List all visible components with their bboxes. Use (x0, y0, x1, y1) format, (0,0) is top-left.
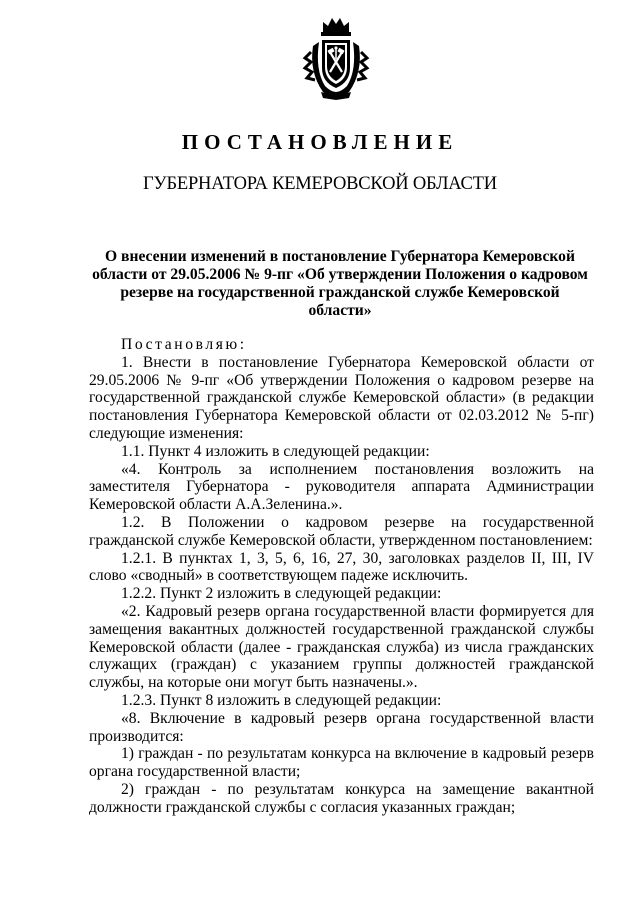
paragraph: 1.2.1. В пунктах 1, 3, 5, 6, 16, 27, 30, заголовках разделов II, III, IV слово «сводный» в соответствующем падеже исключить. (89, 549, 594, 585)
document-body (89, 336, 594, 817)
paragraph: 2) граждан - по результатам конкурса на замещение вакантной должности гражданской службы с согласия указанных граждан; (89, 780, 594, 816)
paragraph: 1.2.3. Пункт 8 изложить в следующей редакции: (121, 691, 442, 709)
paragraph: «2. Кадровый резерв органа государственной власти формируется для замещения вакантных должностей государственной гражданской службы Кемеровской области (далее - гражданская служба) из числа гражданских служащих (граждан) с указанием группы должностей гражданской службы, на которые они могут быть назначены.». (89, 602, 594, 692)
paragraph: «8. Включение в кадровый резерв органа государственной власти производится: (89, 709, 594, 745)
paragraph: «4. Контроль за исполнением постановления возложить на заместителя Губернатора - руководителя аппарата Администрации Кемеровской области А.А.Зеленина.». (89, 460, 594, 514)
preamble: Постановляю: (121, 336, 247, 353)
paragraph: 1) граждан - по результатам конкурса на включение в кадровый резерв органа государственной власти; (89, 745, 594, 781)
coat-of-arms-icon (301, 12, 371, 102)
paragraph: 1.1. Пункт 4 изложить в следующей редакции: (121, 442, 430, 460)
paragraph: 1.2.2. Пункт 2 изложить в следующей редакции: (121, 585, 442, 603)
paragraph: 1. Внести в постановление Губернатора Кемеровской области от 29.05.2006 № 9-пг «Об утверждении Положения о кадровом резерве на государственной гражданской службе Кемеровской области» (в редакции постановления Губернатора Кемеровской области от 02.03.2012 № 5-пг) следующие изменения: (89, 353, 594, 442)
document-type-heading: ПОСТАНОВЛЕНИЕ (181, 130, 459, 154)
paragraph: 1.2. В Положении о кадровом резерве на государственной гражданской службе Кемеровской области, утвержденном постановлением: (89, 513, 594, 549)
document-title: О внесении изменений в постановление Губернатора Кемеровской области от 29.05.2006 № 9-пг «Об утверждении Положения о кадровом резерве на государственной гражданской службе Кемеровской области» (92, 248, 588, 319)
issuer-heading: ГУБЕРНАТОРА КЕМЕРОВСКОЙ ОБЛАСТИ (143, 174, 497, 194)
